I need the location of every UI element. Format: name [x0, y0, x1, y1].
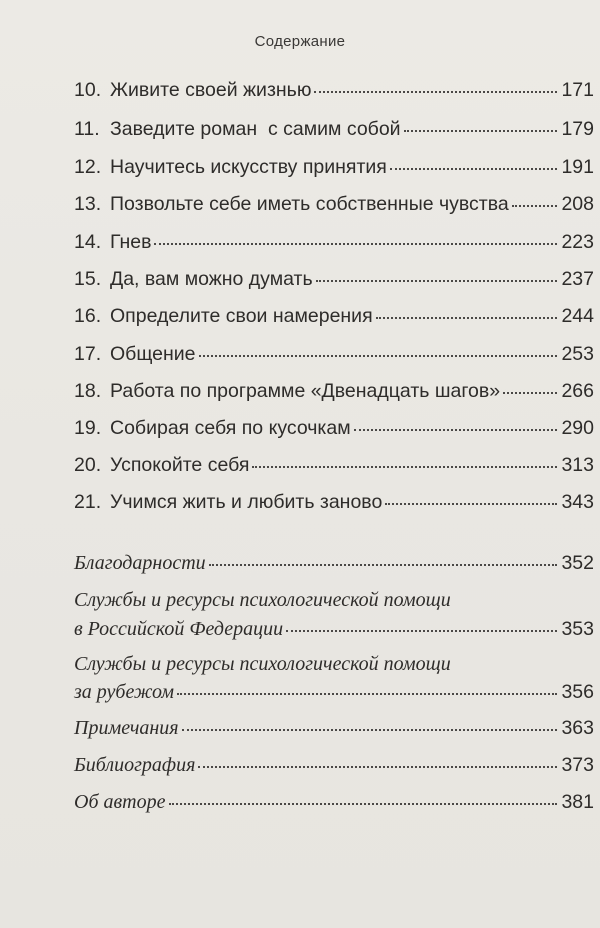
page-number: 381 — [561, 791, 594, 813]
dot-leader — [286, 629, 557, 632]
toc-entry-19[interactable] — [74, 416, 594, 440]
chapter-number: 21. — [74, 491, 102, 513]
toc-entry-12[interactable] — [74, 155, 594, 179]
toc-entry-acknowledgements[interactable] — [74, 551, 594, 575]
dot-leader — [198, 765, 557, 768]
toc-entry-10[interactable] — [74, 78, 594, 102]
dot-leader — [209, 563, 558, 566]
chapter-title: Общение — [110, 343, 196, 365]
chapter-title: Собирая себя по кусочкам — [110, 417, 351, 439]
page-number: 290 — [561, 417, 594, 439]
page-number: 191 — [561, 156, 594, 178]
section-title: Библиография — [74, 754, 196, 776]
dot-leader — [354, 428, 558, 431]
toc-entry-bibliography[interactable] — [74, 753, 594, 777]
dot-leader — [512, 204, 558, 207]
chapter-number: 18. — [74, 380, 102, 402]
toc-entry-17[interactable] — [74, 342, 594, 366]
dot-leader — [503, 391, 557, 394]
toc-entry-20[interactable] — [74, 453, 594, 477]
toc-entry-18[interactable] — [74, 379, 594, 403]
page-number: 363 — [561, 717, 594, 739]
toc-entry-16[interactable] — [74, 304, 594, 328]
page-number: 171 — [561, 79, 594, 101]
page-number: 253 — [561, 343, 594, 365]
toc-entry-services-abroad[interactable] — [74, 680, 594, 704]
chapter-number: 14. — [74, 231, 102, 253]
dot-leader — [199, 354, 558, 357]
chapter-number: 17. — [74, 343, 102, 365]
page-number: 373 — [561, 754, 594, 776]
dot-leader — [252, 465, 557, 468]
chapter-number: 15. — [74, 268, 102, 290]
section-title: Примечания — [74, 717, 179, 739]
chapter-number: 10. — [74, 79, 102, 101]
page-number: 237 — [561, 268, 594, 290]
section-title: Об авторе — [74, 791, 166, 813]
section-title-line1: Службы и ресурсы психологической помощи — [74, 653, 451, 675]
chapter-title: Научитесь искусству принятия — [110, 156, 387, 178]
chapter-title: Успокойте себя — [110, 454, 250, 476]
chapter-title: Позвольте себе иметь собственные чувства — [110, 193, 509, 215]
toc-entry-notes[interactable] — [74, 716, 594, 740]
section-title: в Российской Федерации — [74, 618, 284, 640]
chapter-title: Заведите роман с самим собой — [110, 118, 401, 140]
dot-leader — [316, 279, 558, 282]
section-title-line1: Службы и ресурсы психологической помощи — [74, 589, 451, 611]
dot-leader — [314, 90, 557, 93]
toc-entry-about-author[interactable] — [74, 790, 594, 814]
toc-entry-15[interactable] — [74, 267, 594, 291]
chapter-title: Да, вам можно думать — [110, 268, 313, 290]
page-number: 356 — [561, 681, 594, 703]
toc-entry-13[interactable] — [74, 192, 594, 216]
dot-leader — [390, 167, 558, 170]
running-head: Содержание — [254, 33, 346, 50]
page-number: 266 — [561, 380, 594, 402]
toc-entry-services-russia[interactable] — [74, 617, 594, 641]
page-number: 244 — [561, 305, 594, 327]
dot-leader — [169, 802, 558, 805]
chapter-title: Работа по программе «Двенадцать шагов» — [110, 380, 501, 402]
section-title: за рубежом — [74, 681, 174, 703]
page-number: 343 — [561, 491, 594, 513]
page-number: 208 — [561, 193, 594, 215]
dot-leader — [404, 129, 558, 132]
toc-entry-14[interactable] — [74, 230, 594, 254]
chapter-number: 11. — [74, 118, 100, 140]
page-number: 179 — [561, 118, 594, 140]
page-number: 223 — [561, 231, 594, 253]
toc-entry-11[interactable] — [74, 117, 594, 141]
chapter-number: 16. — [74, 305, 102, 327]
page-number: 313 — [561, 454, 594, 476]
toc-entry-21[interactable] — [74, 490, 594, 514]
chapter-title: Живите своей жизнью — [110, 79, 312, 101]
chapter-number: 19. — [74, 417, 102, 439]
dot-leader — [376, 316, 558, 319]
page-number: 353 — [561, 618, 594, 640]
chapter-title: Гнев — [110, 231, 152, 253]
chapter-title: Определите свои намерения — [110, 305, 373, 327]
chapter-number: 13. — [74, 193, 102, 215]
dot-leader — [154, 242, 557, 245]
page-number: 352 — [561, 552, 594, 574]
dot-leader — [385, 502, 557, 505]
chapter-number: 12. — [74, 156, 102, 178]
dot-leader — [177, 692, 557, 695]
chapter-title: Учимся жить и любить заново — [110, 491, 383, 513]
chapter-number: 20. — [74, 454, 102, 476]
section-title: Благодарности — [74, 552, 206, 574]
dot-leader — [182, 728, 558, 731]
